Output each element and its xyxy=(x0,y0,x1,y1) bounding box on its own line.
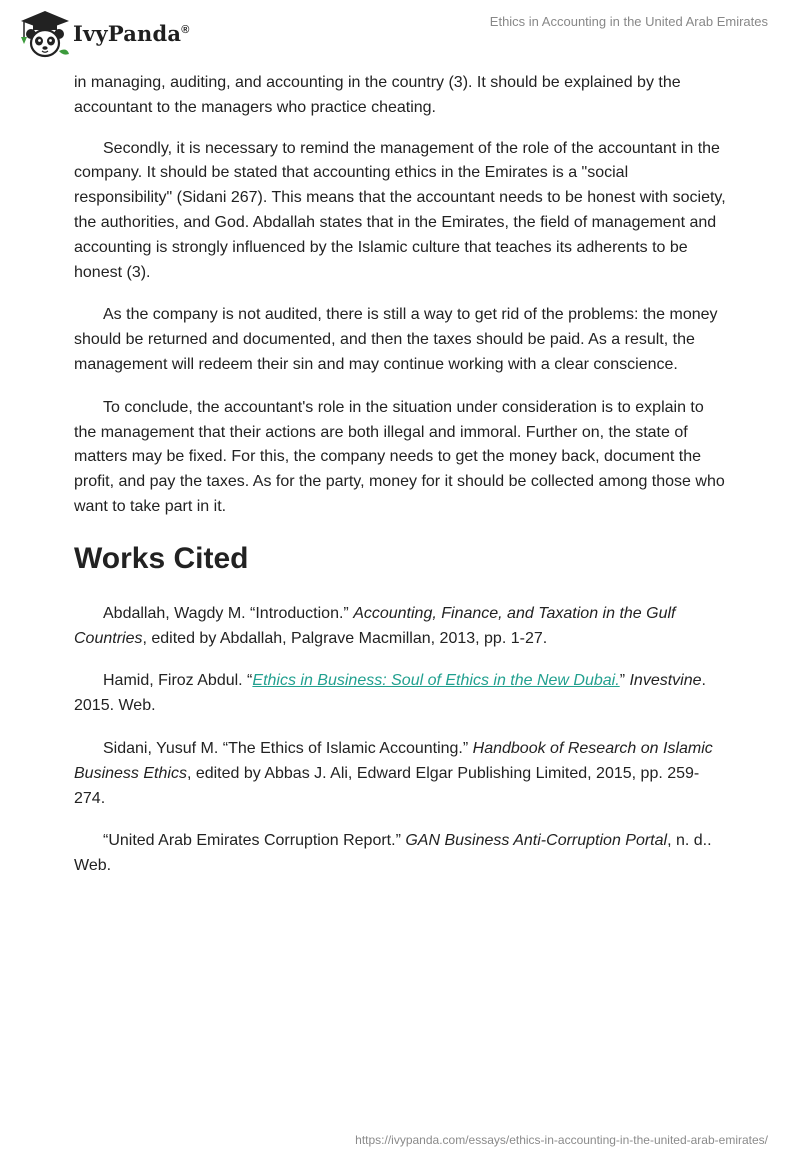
footer-source-url[interactable]: https://ivypanda.com/essays/ethics-in-accounting-in-the-united-arab-emirates/ xyxy=(355,1133,768,1147)
page-header xyxy=(0,0,800,64)
body-paragraph: in managing, auditing, and accounting in the country (3). It should be explained by the accountant to the managers who practice cheating. xyxy=(74,74,681,116)
citation-entry: Hamid, Firoz Abdul. “Ethics in Business: Soul of Ethics in the New Dubai.” Investvine. 2015. Web. xyxy=(74,672,706,715)
body-paragraph: Secondly, it is necessary to remind the management of the role of the accountant in the company. It should be stated that accounting ethics in the Emirates is a "social responsibility" (Sidani 267). This means that the accountant needs to be honest with society, the authorities, and God. Abdallah states that in the Emirates, the field of management and accounting is strongly influenced by the Islamic culture that teaches its adherents to be honest (3). xyxy=(74,139,726,281)
essay-content xyxy=(74,71,729,897)
document-title: Ethics in Accounting in the United Arab Emirates xyxy=(489,14,768,29)
panda-graduate-icon xyxy=(15,7,71,59)
body-paragraph: As the company is not audited, there is still a way to get rid of the problems: the money should be returned and documented, and then the taxes should be paid. As a result, the management will redeem their sin and may continue working with a clear conscience. xyxy=(74,306,718,373)
citation-entry: Abdallah, Wagdy M. “Introduction.” Accounting, Finance, and Taxation in the Gulf Countries, edited by Abdallah, Palgrave Macmillan, 2013, pp. 1-27. xyxy=(74,604,676,647)
citation-entry: “United Arab Emirates Corruption Report.” GAN Business Anti-Corruption Portal, n. d.. Web. xyxy=(74,832,712,875)
logo-text: IvyPanda® xyxy=(73,20,190,46)
body-paragraph: To conclude, the accountant's role in the situation under consideration is to explain to the management that their actions are both illegal and immoral. Further on, the state of matters may be fixed. For this, the company needs to get the money back, document the profit, and pay the taxes. As for the party, money for it should be collected among those who want to take part in it. xyxy=(74,398,725,515)
citation-entry: Sidani, Yusuf M. “The Ethics of Islamic Accounting.” Handbook of Research on Islamic Business Ethics, edited by Abbas J. Ali, Edward Elgar Publishing Limited, 2015, pp. 259-274. xyxy=(74,739,713,807)
citation-link[interactable]: Ethics in Business: Soul of Ethics in the New Dubai. xyxy=(252,672,620,690)
ivypanda-logo[interactable] xyxy=(15,7,190,59)
works-cited-heading: Works Cited xyxy=(74,541,249,575)
